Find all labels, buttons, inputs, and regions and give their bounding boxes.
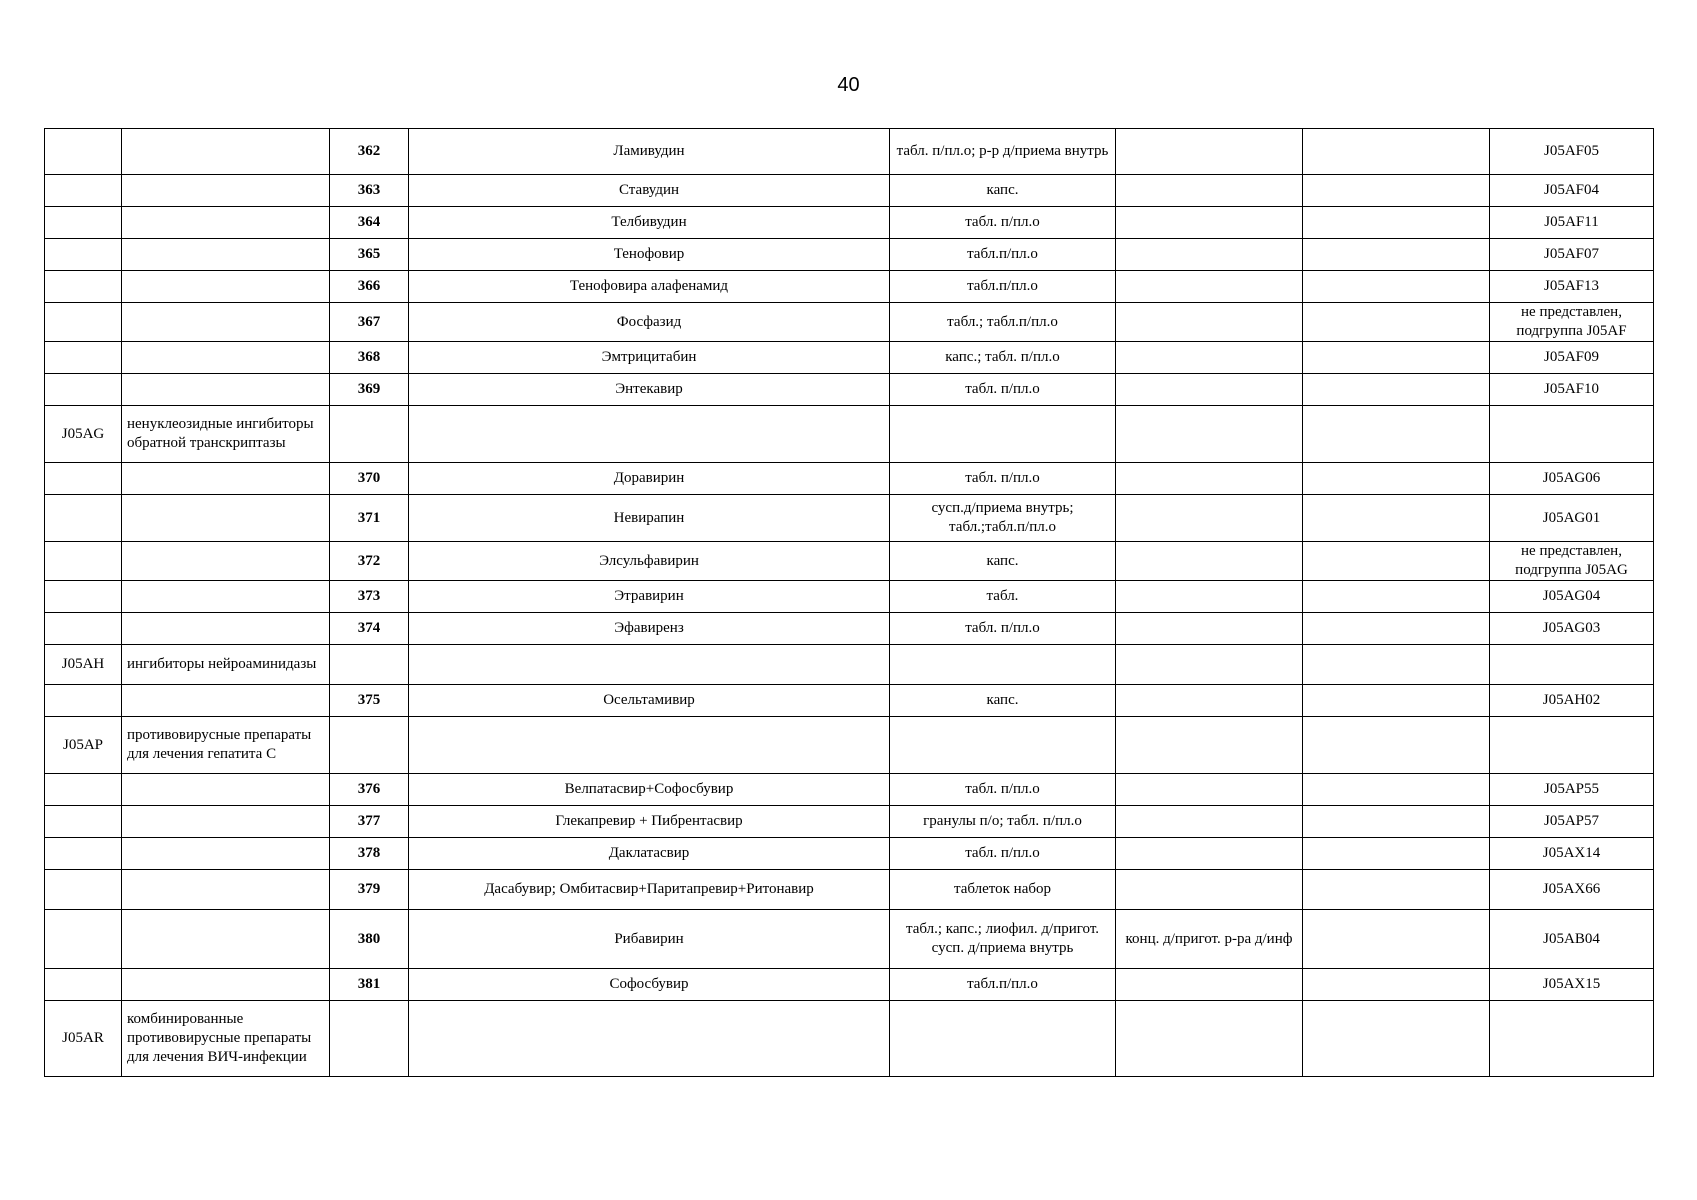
drug-name-cell: [409, 1001, 890, 1077]
dosage-form-cell: табл. п/пл.о: [890, 463, 1116, 495]
table-row: [45, 342, 1654, 374]
injection-form-cell: [1116, 969, 1303, 1001]
row-number-cell: 367: [330, 303, 409, 342]
atc-group-code-cell: [45, 463, 122, 495]
atc-group-code-cell: [45, 581, 122, 613]
table-row: [45, 175, 1654, 207]
atc-code-cell: J05AH02: [1490, 685, 1654, 717]
extra-cell: [1303, 774, 1490, 806]
dosage-form-cell: табл. п/пл.о: [890, 374, 1116, 406]
row-number-cell: 366: [330, 271, 409, 303]
table-row: [45, 774, 1654, 806]
group-title-cell: [122, 463, 330, 495]
row-number-cell: 379: [330, 870, 409, 910]
table-row: [45, 838, 1654, 870]
group-title-cell: противовирусные препараты для лечения гепатита С: [122, 717, 330, 774]
group-row: [45, 1001, 1654, 1077]
group-title-cell: [122, 581, 330, 613]
group-title-cell: [122, 542, 330, 581]
drug-table: [44, 128, 1654, 1077]
dosage-form-cell: капс.; табл. п/пл.о: [890, 342, 1116, 374]
row-number-cell: [330, 406, 409, 463]
row-number-cell: [330, 717, 409, 774]
row-number-cell: 368: [330, 342, 409, 374]
dosage-form-cell: таблеток набор: [890, 870, 1116, 910]
injection-form-cell: [1116, 542, 1303, 581]
table-row: [45, 613, 1654, 645]
group-title-cell: [122, 239, 330, 271]
row-number-cell: 363: [330, 175, 409, 207]
group-title-cell: [122, 969, 330, 1001]
row-number-cell: 370: [330, 463, 409, 495]
injection-form-cell: [1116, 271, 1303, 303]
extra-cell: [1303, 374, 1490, 406]
drug-name-cell: Телбивудин: [409, 207, 890, 239]
dosage-form-cell: капс.: [890, 175, 1116, 207]
group-title-cell: [122, 774, 330, 806]
dosage-form-cell: табл.п/пл.о: [890, 271, 1116, 303]
dosage-form-cell: табл. п/пл.о: [890, 613, 1116, 645]
atc-group-code-cell: [45, 129, 122, 175]
group-title-cell: [122, 342, 330, 374]
drug-name-cell: Тенофовира алафенамид: [409, 271, 890, 303]
drug-name-cell: Глекапревир + Пибрентасвир: [409, 806, 890, 838]
drug-name-cell: Рибавирин: [409, 910, 890, 969]
table-body: [45, 129, 1654, 1077]
injection-form-cell: [1116, 303, 1303, 342]
row-number-cell: 374: [330, 613, 409, 645]
drug-name-cell: Невирапин: [409, 495, 890, 542]
atc-code-cell: J05AF05: [1490, 129, 1654, 175]
injection-form-cell: [1116, 838, 1303, 870]
atc-code-cell: J05AG06: [1490, 463, 1654, 495]
injection-form-cell: [1116, 717, 1303, 774]
injection-form-cell: [1116, 374, 1303, 406]
table-row: [45, 870, 1654, 910]
atc-code-cell: J05AF10: [1490, 374, 1654, 406]
extra-cell: [1303, 239, 1490, 271]
injection-form-cell: [1116, 1001, 1303, 1077]
injection-form-cell: [1116, 239, 1303, 271]
extra-cell: [1303, 806, 1490, 838]
row-number-cell: 369: [330, 374, 409, 406]
table-row: [45, 685, 1654, 717]
table-row: [45, 271, 1654, 303]
group-title-cell: [122, 870, 330, 910]
dosage-form-cell: [890, 645, 1116, 685]
atc-code-cell: J05AF09: [1490, 342, 1654, 374]
injection-form-cell: [1116, 806, 1303, 838]
injection-form-cell: [1116, 613, 1303, 645]
group-row: [45, 406, 1654, 463]
atc-code-cell: J05AX15: [1490, 969, 1654, 1001]
atc-group-code-cell: J05AR: [45, 1001, 122, 1077]
injection-form-cell: [1116, 129, 1303, 175]
atc-group-code-cell: [45, 239, 122, 271]
atc-group-code-cell: J05AP: [45, 717, 122, 774]
group-title-cell: комбинированные противовирусные препараты для лечения ВИЧ-инфекции: [122, 1001, 330, 1077]
dosage-form-cell: табл.; табл.п/пл.о: [890, 303, 1116, 342]
atc-group-code-cell: [45, 838, 122, 870]
group-title-cell: [122, 271, 330, 303]
injection-form-cell: [1116, 175, 1303, 207]
atc-group-code-cell: J05AH: [45, 645, 122, 685]
atc-group-code-cell: [45, 495, 122, 542]
extra-cell: [1303, 1001, 1490, 1077]
atc-group-code-cell: [45, 271, 122, 303]
extra-cell: [1303, 495, 1490, 542]
extra-cell: [1303, 717, 1490, 774]
atc-group-code-cell: J05AG: [45, 406, 122, 463]
dosage-form-cell: [890, 406, 1116, 463]
group-title-cell: ингибиторы нейроаминидазы: [122, 645, 330, 685]
dosage-form-cell: табл. п/пл.о: [890, 838, 1116, 870]
extra-cell: [1303, 613, 1490, 645]
atc-code-cell: J05AF13: [1490, 271, 1654, 303]
row-number-cell: [330, 1001, 409, 1077]
drug-name-cell: Софосбувир: [409, 969, 890, 1001]
row-number-cell: 381: [330, 969, 409, 1001]
row-number-cell: 362: [330, 129, 409, 175]
extra-cell: [1303, 406, 1490, 463]
atc-code-cell: J05AG03: [1490, 613, 1654, 645]
drug-name-cell: Ламивудин: [409, 129, 890, 175]
drug-name-cell: Даклатасвир: [409, 838, 890, 870]
row-number-cell: 364: [330, 207, 409, 239]
extra-cell: [1303, 303, 1490, 342]
injection-form-cell: [1116, 870, 1303, 910]
injection-form-cell: [1116, 645, 1303, 685]
group-row: [45, 645, 1654, 685]
atc-group-code-cell: [45, 175, 122, 207]
atc-group-code-cell: [45, 542, 122, 581]
extra-cell: [1303, 342, 1490, 374]
drug-name-cell: Велпатасвир+Софосбувир: [409, 774, 890, 806]
dosage-form-cell: табл. п/пл.о: [890, 207, 1116, 239]
extra-cell: [1303, 463, 1490, 495]
extra-cell: [1303, 581, 1490, 613]
drug-name-cell: Этравирин: [409, 581, 890, 613]
injection-form-cell: [1116, 463, 1303, 495]
atc-group-code-cell: [45, 910, 122, 969]
dosage-form-cell: табл. п/пл.о; р-р д/приема внутрь: [890, 129, 1116, 175]
injection-form-cell: [1116, 406, 1303, 463]
drug-name-cell: [409, 717, 890, 774]
atc-code-cell: J05AP57: [1490, 806, 1654, 838]
atc-code-cell: [1490, 717, 1654, 774]
extra-cell: [1303, 542, 1490, 581]
drug-name-cell: Доравирин: [409, 463, 890, 495]
drug-name-cell: [409, 645, 890, 685]
table-row: [45, 581, 1654, 613]
atc-code-cell: J05AF07: [1490, 239, 1654, 271]
atc-group-code-cell: [45, 685, 122, 717]
row-number-cell: 378: [330, 838, 409, 870]
row-number-cell: 372: [330, 542, 409, 581]
dosage-form-cell: сусп.д/приема внутрь; табл.;табл.п/пл.о: [890, 495, 1116, 542]
group-title-cell: [122, 806, 330, 838]
dosage-form-cell: табл.: [890, 581, 1116, 613]
atc-group-code-cell: [45, 342, 122, 374]
drug-name-cell: Эфавиренз: [409, 613, 890, 645]
extra-cell: [1303, 910, 1490, 969]
atc-group-code-cell: [45, 613, 122, 645]
atc-code-cell: J05AX14: [1490, 838, 1654, 870]
injection-form-cell: [1116, 495, 1303, 542]
row-number-cell: 376: [330, 774, 409, 806]
table-row: [45, 239, 1654, 271]
table-row: [45, 303, 1654, 342]
group-title-cell: [122, 613, 330, 645]
atc-group-code-cell: [45, 774, 122, 806]
drug-name-cell: Фосфазид: [409, 303, 890, 342]
atc-code-cell: J05AG04: [1490, 581, 1654, 613]
group-row: [45, 717, 1654, 774]
page-number: 40: [837, 74, 860, 96]
row-number-cell: [330, 645, 409, 685]
injection-form-cell: [1116, 685, 1303, 717]
row-number-cell: 380: [330, 910, 409, 969]
atc-code-cell: [1490, 406, 1654, 463]
injection-form-cell: [1116, 774, 1303, 806]
drug-name-cell: Дасабувир; Омбитасвир+Паритапревир+Ритонавир: [409, 870, 890, 910]
atc-group-code-cell: [45, 374, 122, 406]
dosage-form-cell: табл.п/пл.о: [890, 969, 1116, 1001]
injection-form-cell: [1116, 207, 1303, 239]
extra-cell: [1303, 838, 1490, 870]
drug-name-cell: Энтекавир: [409, 374, 890, 406]
group-title-cell: [122, 207, 330, 239]
drug-name-cell: Эмтрицитабин: [409, 342, 890, 374]
drug-name-cell: Тенофовир: [409, 239, 890, 271]
dosage-form-cell: капс.: [890, 685, 1116, 717]
row-number-cell: 373: [330, 581, 409, 613]
group-title-cell: [122, 910, 330, 969]
atc-group-code-cell: [45, 969, 122, 1001]
table-row: [45, 129, 1654, 175]
table-row: [45, 374, 1654, 406]
group-title-cell: [122, 685, 330, 717]
extra-cell: [1303, 969, 1490, 1001]
dosage-form-cell: гранулы п/о; табл. п/пл.о: [890, 806, 1116, 838]
row-number-cell: 377: [330, 806, 409, 838]
extra-cell: [1303, 129, 1490, 175]
table-row: [45, 910, 1654, 969]
group-title-cell: [122, 175, 330, 207]
extra-cell: [1303, 645, 1490, 685]
atc-code-cell: не представлен, подгруппа J05AF: [1490, 303, 1654, 342]
extra-cell: [1303, 207, 1490, 239]
group-title-cell: ненуклеозидные ингибиторы обратной транскриптазы: [122, 406, 330, 463]
dosage-form-cell: табл.; капс.; лиофил. д/пригот. сусп. д/приема внутрь: [890, 910, 1116, 969]
table-row: [45, 542, 1654, 581]
atc-code-cell: J05AF04: [1490, 175, 1654, 207]
atc-code-cell: не представлен, подгруппа J05AG: [1490, 542, 1654, 581]
atc-group-code-cell: [45, 207, 122, 239]
atc-group-code-cell: [45, 303, 122, 342]
row-number-cell: 365: [330, 239, 409, 271]
atc-code-cell: [1490, 645, 1654, 685]
table-row: [45, 207, 1654, 239]
drug-name-cell: Осельтамивир: [409, 685, 890, 717]
atc-code-cell: J05AF11: [1490, 207, 1654, 239]
atc-group-code-cell: [45, 806, 122, 838]
atc-code-cell: J05AX66: [1490, 870, 1654, 910]
row-number-cell: 371: [330, 495, 409, 542]
table-row: [45, 463, 1654, 495]
drug-name-cell: Элсульфавирин: [409, 542, 890, 581]
atc-code-cell: J05AB04: [1490, 910, 1654, 969]
group-title-cell: [122, 495, 330, 542]
table-row: [45, 969, 1654, 1001]
injection-form-cell: конц. д/пригот. р-ра д/инф: [1116, 910, 1303, 969]
table-row: [45, 495, 1654, 542]
extra-cell: [1303, 271, 1490, 303]
atc-code-cell: J05AP55: [1490, 774, 1654, 806]
drug-name-cell: Ставудин: [409, 175, 890, 207]
row-number-cell: 375: [330, 685, 409, 717]
extra-cell: [1303, 175, 1490, 207]
group-title-cell: [122, 129, 330, 175]
dosage-form-cell: табл.п/пл.о: [890, 239, 1116, 271]
dosage-form-cell: табл. п/пл.о: [890, 774, 1116, 806]
extra-cell: [1303, 870, 1490, 910]
drug-name-cell: [409, 406, 890, 463]
injection-form-cell: [1116, 581, 1303, 613]
extra-cell: [1303, 685, 1490, 717]
dosage-form-cell: капс.: [890, 542, 1116, 581]
dosage-form-cell: [890, 717, 1116, 774]
atc-code-cell: J05AG01: [1490, 495, 1654, 542]
group-title-cell: [122, 838, 330, 870]
table-row: [45, 806, 1654, 838]
group-title-cell: [122, 303, 330, 342]
dosage-form-cell: [890, 1001, 1116, 1077]
atc-group-code-cell: [45, 870, 122, 910]
atc-code-cell: [1490, 1001, 1654, 1077]
group-title-cell: [122, 374, 330, 406]
injection-form-cell: [1116, 342, 1303, 374]
